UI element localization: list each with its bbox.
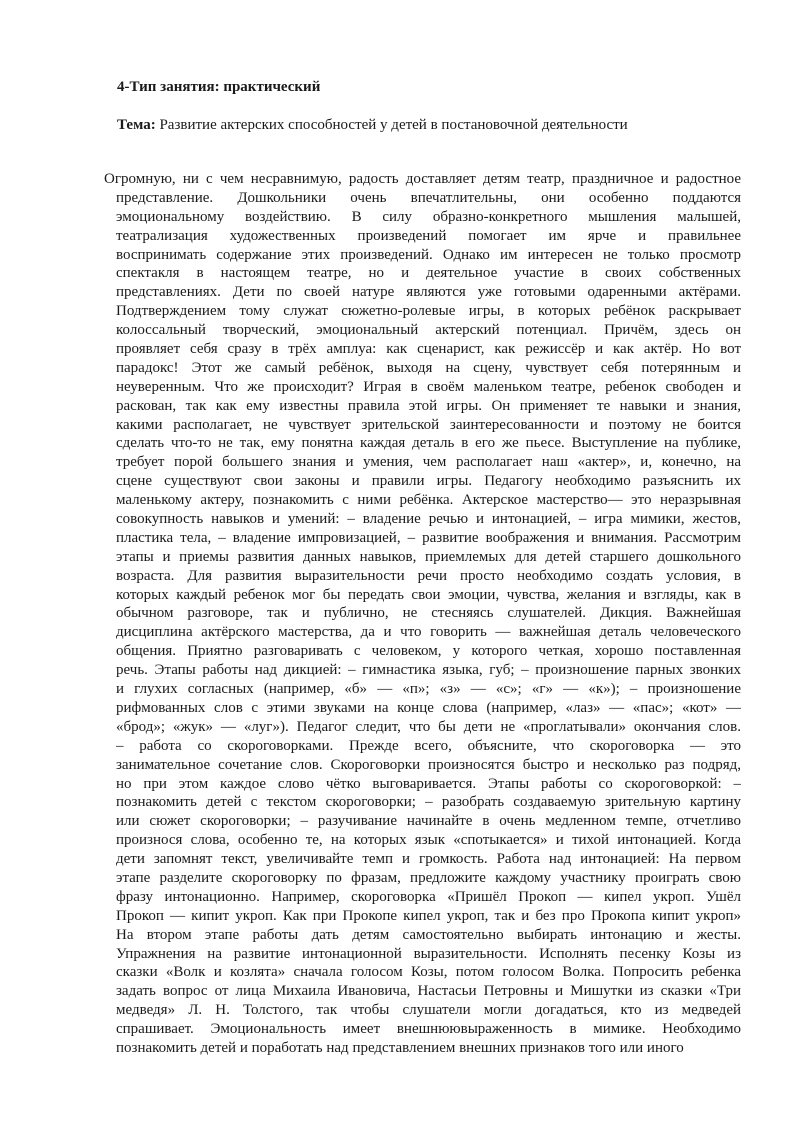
lesson-topic [117, 116, 628, 134]
paragraph-line: На втором этапе работы дать детям самостоятельно выбирать интонацию и жесты. [116, 926, 741, 943]
paragraph-line: колоссальный творческий, эмоциональный актерский потенциал. Причём, здесь он [116, 322, 741, 339]
paragraph-line: познакомить детей с текстом скороговорки; – разобрать создаваемую зрительную картину [116, 794, 741, 811]
paragraph-line: совокупность навыков и умений: – владение речью и интонацией, – игра мимики, жестов, [116, 511, 741, 528]
paragraph-line: представлениях. Дети по своей натуре являются уже готовыми одаренными актёрами. [116, 284, 741, 301]
paragraph-line: Прокоп — кипит укроп. Как при Прокопе кипел укроп, так и без про Прокопа кипит укроп» [116, 907, 741, 924]
paragraph-line: эмоциональному воздействию. В силу образно-конкретного мышления малышей, [116, 208, 741, 225]
paragraph-line: Упражнения на развитие интонационной выразительности. Исполнять песенку Козы из [116, 945, 741, 962]
paragraph-line: неуверенным. Что же происходит? Играя в своём маленьком театре, ребенок свободен и [116, 378, 741, 395]
paragraph-line: дисциплина актёрского мастерства, да и что говорить — важнейшая деталь человеческого [116, 624, 741, 641]
paragraph-line: сделать что-то не так, ему понятна каждая деталь в его же пьесе. Выступление на публике, [116, 435, 741, 452]
paragraph-line: маленькому актеру, познакомить с ними ребёнка. Актерское мастерство— это неразрывная [116, 492, 741, 509]
paragraph-line: рифмованных слов с этими звуками на конце слова (например, «лаз» — «пас»; «кот» — [116, 699, 741, 716]
paragraph-line: дети запомнят текст, увеличивайте темп и громкость. Работа над интонацией: На первом [116, 851, 741, 868]
paragraph-line: Подтверждением тому служат сюжетно-ролевые игры, в которых ребёнок раскрывает [116, 303, 741, 320]
paragraph-line: которых каждый ребенок мог бы передать свои эмоции, чувства, желания и взгляды, как в [116, 586, 741, 603]
paragraph-line: познакомить детей и поработать над представлением внешних признаков того или иного [116, 1039, 684, 1056]
paragraph-line: обычном разговоре, так и публично, не стесняясь слушателей. Дикция. Важнейшая [116, 605, 741, 622]
paragraph-line: пластика тела, – владение импровизацией, – развитие воображения и внимания. Рассмотрим [116, 529, 741, 546]
paragraph-line: – работа со скороговорками. Прежде всего, объясните, что скороговорка — это [116, 737, 741, 754]
paragraph-line: произнося слова, особенно те, на которых язык «спотыкается» и тихой интонацией. Когда [116, 832, 741, 849]
paragraph-line: сказки «Волк и козлята» сначала голосом Козы, потом голосом Волка. Попросить ребенка [116, 964, 741, 981]
paragraph-line: речь. Этапы работы над дикцией: – гимнастика языка, губ; – произношение парных звонких [116, 662, 741, 679]
paragraph-line: этапе разделите скороговорку по фразам, предложите каждому участнику проиграть свою [116, 869, 741, 886]
paragraph-line: возраста. Для развития выразительности речи просто необходимо создать условия, в [116, 567, 741, 584]
topic-text: Развитие актерских способностей у детей в постановочной деятельности [155, 117, 628, 133]
paragraph-line: спектакля в настоящем театре, но и деятельное участие в своих собственных [116, 265, 741, 282]
paragraph-line: представление. Дошкольники очень впечатлительны, они особенно поддаются [116, 189, 741, 206]
lesson-type-heading: 4-Тип занятия: практический [117, 79, 321, 95]
paragraph-line: занимательное сочетание слов. Скороговорки произносятся быстро и несколько раз подряд, [116, 756, 741, 773]
paragraph-line: проявляет себя сразу в трёх амплуа: как сценарист, как режиссёр и как актёр. Но вот [116, 341, 741, 358]
paragraph-line: фразу интонационно. Например, скороговорка «Пришёл Прокоп — кипел укроп. Ушёл [116, 888, 741, 905]
paragraph-line: задать вопрос от лица Михаила Ивановича, Настасьи Петровны и Мишутки из сказки «Три [116, 983, 741, 1000]
paragraph-line: воспринимать содержание этих произведений. Однако им интересен не только просмотр [116, 246, 741, 263]
paragraph-line: «брод»; «жук» — «луг»). Педагог следит, что бы дети не «проглатывали» окончания слов. [116, 718, 741, 735]
paragraph-line: или сюжет скороговорки; – разучивание начинайте в очень медленном темпе, отчетливо [116, 813, 741, 830]
paragraph-line: раскован, так как ему известны правила этой игры. Он применяет те навыки и знания, [116, 397, 741, 414]
paragraph-line: спрашивает. Эмоциональность имеет внешнюювыраженность в мимике. Необходимо [116, 1021, 741, 1038]
paragraph-line: требует порой большего знания и умения, чем располагает наш «актер», и, конечно, на [116, 454, 741, 471]
paragraph-line: парадокс! Этот же самый ребёнок, выходя на сцену, чувствует себя потерянным и [116, 359, 741, 376]
body-paragraph [104, 170, 741, 1058]
paragraph-line: медведя» Л. Н. Толстого, так чтобы слушатели могли догадаться, кто из медведей [116, 1002, 741, 1019]
paragraph-line: сцене существуют свои законы и правили игры. Педагогу необходимо разъяснить их [116, 473, 741, 490]
paragraph-line: Огромную, ни с чем несравнимую, радость доставляет детям театр, праздничное и радостное [104, 171, 741, 187]
paragraph-line: какими располагает, не чувствует зрительской заинтересованности и поэтому не боится [116, 416, 741, 433]
paragraph-line: этапы и приемы развития данных навыков, приемлемых для детей старшего дошкольного [116, 548, 741, 565]
paragraph-line: но при этом каждое слово чётко выговаривается. Этапы работы со скороговоркой: – [116, 775, 741, 792]
topic-label: Тема: [117, 117, 156, 133]
paragraph-line: и глухих согласных (например, «б» — «п»; «з» — «с»; «г» — «к»); – произношение [116, 681, 741, 698]
paragraph-line: театрализация художественных произведений помогает им ярче и правильнее [116, 227, 741, 244]
paragraph-line: общения. Приятно разговаривать с человеком, у которого четкая, хорошо поставленная [116, 643, 741, 660]
